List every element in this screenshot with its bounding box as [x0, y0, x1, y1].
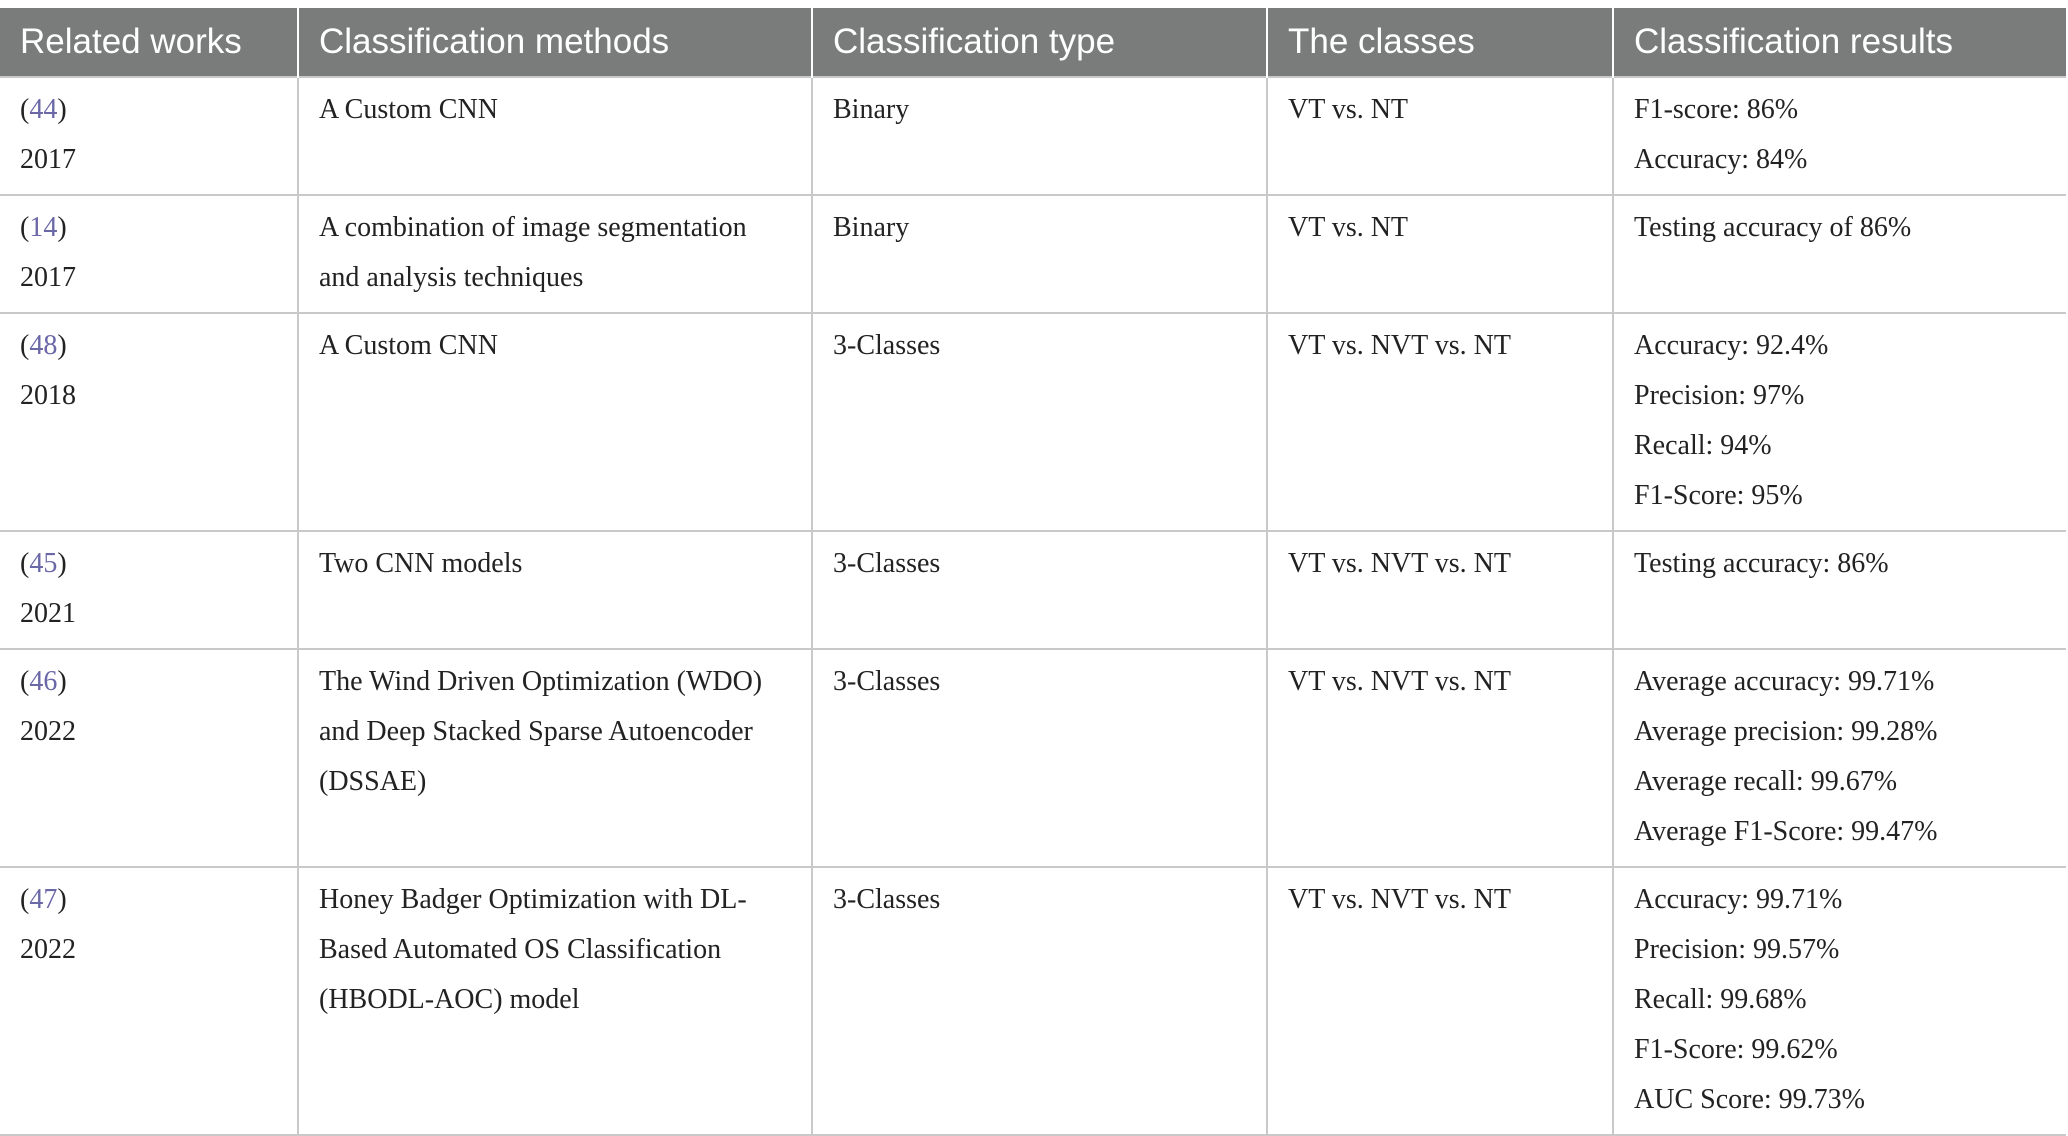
method-line: (DSSAE)	[319, 766, 427, 797]
method-line: and analysis techniques	[319, 262, 584, 293]
header-classification-type: Classification type	[812, 8, 1267, 77]
method-cell	[298, 531, 812, 649]
result-line: Average precision: 99.28%	[1634, 716, 1938, 747]
related-works-table	[0, 8, 2066, 1136]
year: 2018	[20, 380, 76, 411]
table-row	[0, 77, 2066, 195]
method-line: A Custom CNN	[319, 330, 498, 361]
reference-link[interactable]: 46	[29, 666, 58, 697]
related-work-cell: (14) 2017	[0, 195, 298, 313]
method-line: Honey Badger Optimization with DL-	[319, 884, 747, 915]
header-classification-results: Classification results	[1613, 8, 2066, 77]
result-line: Testing accuracy: 86%	[1634, 548, 1889, 579]
method-line: Two CNN models	[319, 548, 523, 579]
result-line: Accuracy: 84%	[1634, 144, 1808, 175]
results-cell	[1613, 531, 2066, 649]
year: 2022	[20, 934, 76, 965]
result-line: F1-score: 86%	[1634, 94, 1799, 125]
type-cell: 3-Classes	[812, 531, 1267, 649]
method-line: A combination of image segmentation	[319, 212, 747, 243]
table-body	[0, 77, 2066, 1135]
result-line: Average recall: 99.67%	[1634, 766, 1898, 797]
year: 2022	[20, 716, 76, 747]
results-cell	[1613, 195, 2066, 313]
reference-link[interactable]: 47	[29, 884, 58, 915]
result-line: Average F1-Score: 99.47%	[1634, 816, 1938, 847]
related-work-cell: (44) 2017	[0, 77, 298, 195]
result-line: Recall: 94%	[1634, 430, 1772, 461]
result-line: Recall: 99.68%	[1634, 984, 1807, 1015]
result-line: F1-Score: 99.62%	[1634, 1034, 1838, 1065]
result-line: Accuracy: 99.71%	[1634, 884, 1843, 915]
classes-cell: VT vs. NVT vs. NT	[1267, 867, 1613, 1135]
reference-link[interactable]: 44	[29, 94, 58, 125]
year: 2021	[20, 598, 76, 629]
method-line: A Custom CNN	[319, 94, 498, 125]
result-line: Testing accuracy of 86%	[1634, 212, 1912, 243]
result-line: Accuracy: 92.4%	[1634, 330, 1829, 361]
table-row	[0, 313, 2066, 531]
reference-link[interactable]: 14	[29, 212, 58, 243]
classes-cell: VT vs. NVT vs. NT	[1267, 313, 1613, 531]
results-cell	[1613, 867, 2066, 1135]
reference-link[interactable]: 48	[29, 330, 58, 361]
result-line: Average accuracy: 99.71%	[1634, 666, 1935, 697]
result-line: Precision: 99.57%	[1634, 934, 1840, 965]
result-line: Precision: 97%	[1634, 380, 1805, 411]
table-row	[0, 649, 2066, 867]
result-line: F1-Score: 95%	[1634, 480, 1803, 511]
method-cell	[298, 867, 812, 1135]
table-header	[0, 8, 2066, 77]
related-work-cell: (47) 2022	[0, 867, 298, 1135]
method-line: The Wind Driven Optimization (WDO)	[319, 666, 763, 697]
classes-cell: VT vs. NT	[1267, 77, 1613, 195]
type-cell: Binary	[812, 77, 1267, 195]
year: 2017	[20, 144, 76, 175]
table-row	[0, 531, 2066, 649]
related-work-cell: (48) 2018	[0, 313, 298, 531]
method-cell	[298, 195, 812, 313]
reference-link[interactable]: 45	[29, 548, 58, 579]
type-cell: 3-Classes	[812, 313, 1267, 531]
related-work-cell: (46) 2022	[0, 649, 298, 867]
header-related-works: Related works	[0, 8, 298, 77]
classes-cell: VT vs. NT	[1267, 195, 1613, 313]
method-cell	[298, 313, 812, 531]
results-cell	[1613, 77, 2066, 195]
results-cell	[1613, 313, 2066, 531]
method-line: Based Automated OS Classification	[319, 934, 722, 965]
header-classification-methods: Classification methods	[298, 8, 812, 77]
results-cell	[1613, 649, 2066, 867]
table-row	[0, 867, 2066, 1135]
result-line: AUC Score: 99.73%	[1634, 1084, 1865, 1115]
method-line: (HBODL-AOC) model	[319, 984, 580, 1015]
method-cell	[298, 649, 812, 867]
classes-cell: VT vs. NVT vs. NT	[1267, 531, 1613, 649]
related-work-cell: (45) 2021	[0, 531, 298, 649]
classes-cell: VT vs. NVT vs. NT	[1267, 649, 1613, 867]
type-cell: 3-Classes	[812, 649, 1267, 867]
header-row	[0, 8, 2066, 77]
method-line: and Deep Stacked Sparse Autoencoder	[319, 716, 753, 747]
header-the-classes: The classes	[1267, 8, 1613, 77]
type-cell: Binary	[812, 195, 1267, 313]
table-row	[0, 195, 2066, 313]
year: 2017	[20, 262, 76, 293]
type-cell: 3-Classes	[812, 867, 1267, 1135]
method-cell	[298, 77, 812, 195]
